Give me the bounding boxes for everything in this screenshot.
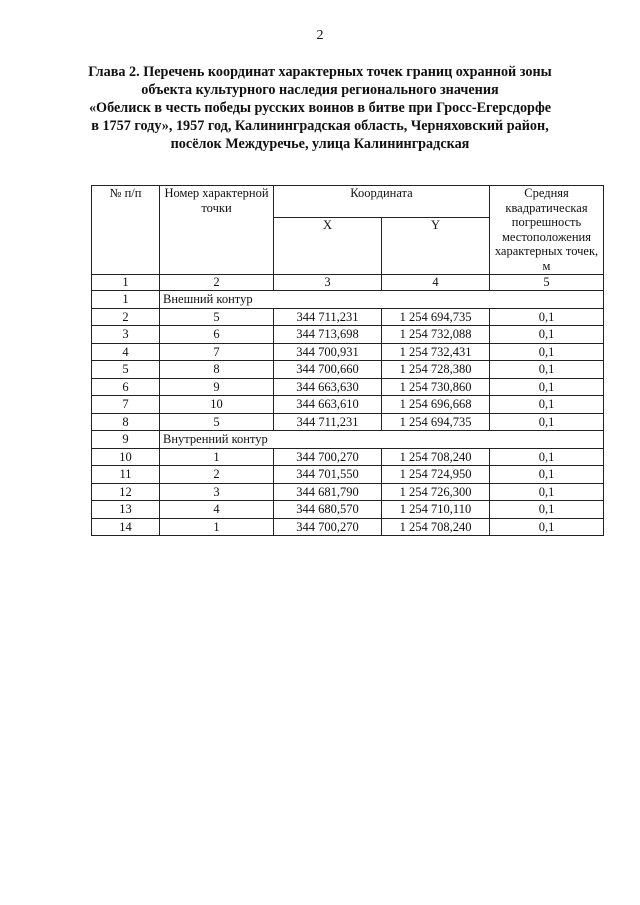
cell-pt: 5 xyxy=(160,413,274,431)
title-line: посёлок Междуречье, улица Калининградская xyxy=(170,136,470,152)
cell-y: 1 254 732,431 xyxy=(382,343,490,361)
cell-pt: 7 xyxy=(160,343,274,361)
table-row xyxy=(92,308,604,326)
cell-n: 12 xyxy=(92,483,160,501)
column-number: 3 xyxy=(274,275,382,291)
header-y: Y xyxy=(382,218,490,275)
cell-x: 344 713,698 xyxy=(274,326,382,344)
cell-pt: 9 xyxy=(160,378,274,396)
table-row xyxy=(92,343,604,361)
section-row xyxy=(92,431,604,449)
table-row xyxy=(92,466,604,484)
cell-x: 344 711,231 xyxy=(274,413,382,431)
cell-pt: 1 xyxy=(160,448,274,466)
table-row xyxy=(92,448,604,466)
cell-err: 0,1 xyxy=(490,466,604,484)
header-coordinate: Координата xyxy=(274,186,490,218)
cell-x: 344 700,660 xyxy=(274,361,382,379)
cell-y: 1 254 708,240 xyxy=(382,518,490,536)
cell-err: 0,1 xyxy=(490,326,604,344)
cell-x: 344 680,570 xyxy=(274,501,382,519)
cell-section: Внутренний контур xyxy=(160,431,604,449)
table-row xyxy=(92,483,604,501)
cell-n: 4 xyxy=(92,343,160,361)
cell-n: 10 xyxy=(92,448,160,466)
cell-y: 1 254 726,300 xyxy=(382,483,490,501)
cell-x: 344 700,270 xyxy=(274,518,382,536)
cell-pt: 4 xyxy=(160,501,274,519)
section-row xyxy=(92,291,604,309)
cell-x: 344 663,610 xyxy=(274,396,382,414)
cell-x: 344 711,231 xyxy=(274,308,382,326)
cell-y: 1 254 730,860 xyxy=(382,378,490,396)
cell-err: 0,1 xyxy=(490,396,604,414)
cell-n: 3 xyxy=(92,326,160,344)
cell-y: 1 254 724,950 xyxy=(382,466,490,484)
coordinates-table xyxy=(91,185,604,536)
cell-err: 0,1 xyxy=(490,518,604,536)
document-title xyxy=(80,63,560,153)
cell-y: 1 254 728,380 xyxy=(382,361,490,379)
header-error: Средняя квадратическая погрешность местоположения характерных точек, м xyxy=(490,186,604,275)
title-line: «Обелиск в честь победы русских воинов в битве при Гросс-Егерсдорфе xyxy=(88,100,552,116)
title-line: в 1757 году», 1957 год, Калининградская область, Черняховский район, xyxy=(91,118,549,134)
cell-x: 344 700,931 xyxy=(274,343,382,361)
cell-y: 1 254 694,735 xyxy=(382,413,490,431)
cell-n: 14 xyxy=(92,518,160,536)
cell-n: 8 xyxy=(92,413,160,431)
cell-err: 0,1 xyxy=(490,343,604,361)
column-number: 5 xyxy=(490,275,604,291)
cell-err: 0,1 xyxy=(490,501,604,519)
table-row xyxy=(92,413,604,431)
cell-err: 0,1 xyxy=(490,308,604,326)
cell-x: 344 663,630 xyxy=(274,378,382,396)
cell-err: 0,1 xyxy=(490,413,604,431)
title-line: Глава 2. Перечень координат характерных точек границ охранной зоны xyxy=(88,64,552,80)
cell-n: 11 xyxy=(92,466,160,484)
cell-x: 344 701,550 xyxy=(274,466,382,484)
cell-n: 13 xyxy=(92,501,160,519)
cell-y: 1 254 710,110 xyxy=(382,501,490,519)
cell-n: 6 xyxy=(92,378,160,396)
table-row xyxy=(92,326,604,344)
cell-y: 1 254 694,735 xyxy=(382,308,490,326)
table-row xyxy=(92,501,604,519)
table-row xyxy=(92,378,604,396)
cell-y: 1 254 732,088 xyxy=(382,326,490,344)
cell-pt: 3 xyxy=(160,483,274,501)
column-number: 4 xyxy=(382,275,490,291)
title-line: объекта культурного наследия регионального значения xyxy=(141,82,499,98)
column-number: 1 xyxy=(92,275,160,291)
page-number: 2 xyxy=(316,28,324,43)
cell-pt: 6 xyxy=(160,326,274,344)
table-body xyxy=(92,291,604,536)
cell-n: 1 xyxy=(92,291,160,309)
cell-pt: 2 xyxy=(160,466,274,484)
table-row xyxy=(92,396,604,414)
cell-y: 1 254 696,668 xyxy=(382,396,490,414)
cell-n: 9 xyxy=(92,431,160,449)
cell-pt: 1 xyxy=(160,518,274,536)
cell-err: 0,1 xyxy=(490,361,604,379)
cell-pt: 10 xyxy=(160,396,274,414)
table-row xyxy=(92,518,604,536)
cell-section: Внешний контур xyxy=(160,291,604,309)
cell-err: 0,1 xyxy=(490,483,604,501)
header-x: X xyxy=(274,218,382,275)
cell-err: 0,1 xyxy=(490,378,604,396)
cell-x: 344 700,270 xyxy=(274,448,382,466)
cell-pt: 5 xyxy=(160,308,274,326)
header-num: № п/п xyxy=(92,186,160,275)
cell-err: 0,1 xyxy=(490,448,604,466)
cell-n: 5 xyxy=(92,361,160,379)
cell-n: 2 xyxy=(92,308,160,326)
column-number: 2 xyxy=(160,275,274,291)
cell-n: 7 xyxy=(92,396,160,414)
table-row xyxy=(92,361,604,379)
header-point: Номер характерной точки xyxy=(160,186,274,275)
cell-x: 344 681,790 xyxy=(274,483,382,501)
cell-pt: 8 xyxy=(160,361,274,379)
cell-y: 1 254 708,240 xyxy=(382,448,490,466)
